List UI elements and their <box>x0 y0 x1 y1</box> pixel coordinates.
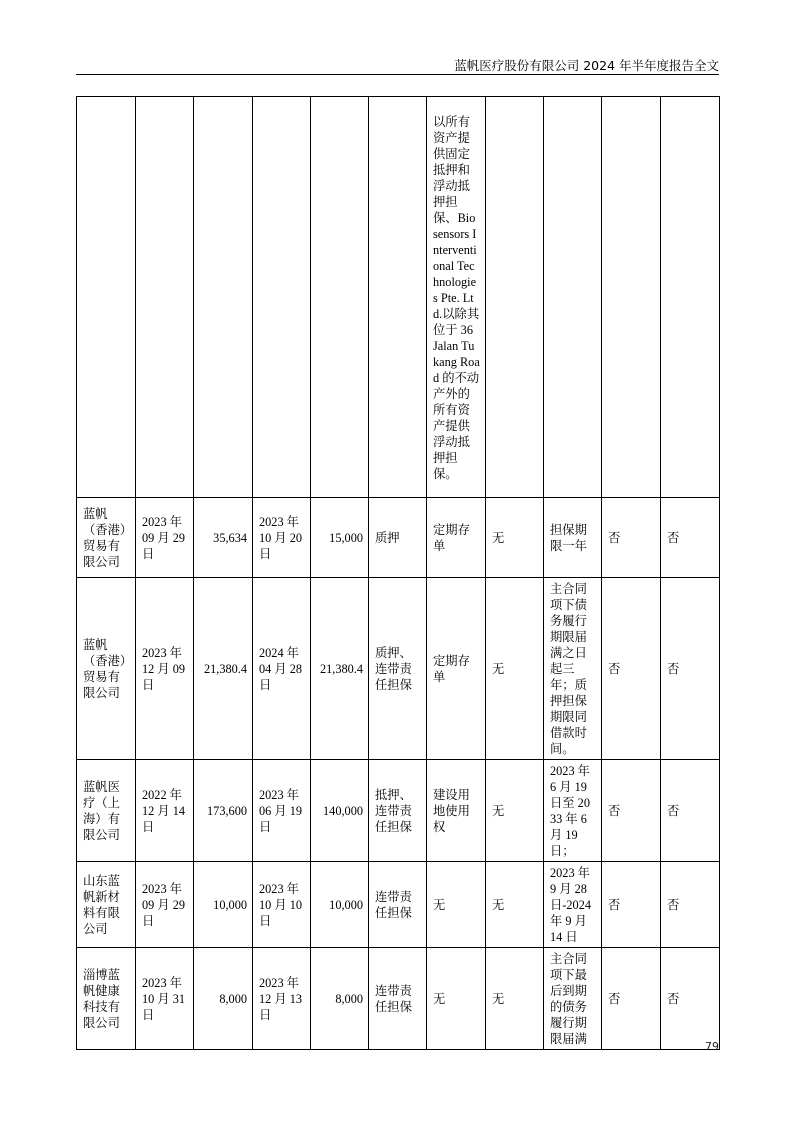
cell-counter-guarantee: 无 <box>486 862 544 948</box>
cell-guarantee-type: 连带责任担保 <box>369 948 427 1050</box>
cell-actual-amount: 15,000 <box>311 498 369 578</box>
cell-counter-guarantee <box>486 97 544 498</box>
cell-fulfilled: 否 <box>602 498 661 578</box>
cell-guarantee-period <box>544 97 602 498</box>
cell-disclosure-date: 2023 年 12 月 09 日 <box>136 578 194 760</box>
cell-actual-date <box>253 97 311 498</box>
cell-actual-amount: 140,000 <box>311 760 369 862</box>
cell-guarantee-period: 担保期限一年 <box>544 498 602 578</box>
cell-collateral: 定期存单 <box>427 498 486 578</box>
cell-counter-guarantee: 无 <box>486 498 544 578</box>
cell-counter-guarantee: 无 <box>486 948 544 1050</box>
cell-guaranteed-party: 蓝帆（香港）贸易有限公司 <box>77 578 136 760</box>
cell-guarantee-type: 连带责任担保 <box>369 862 427 948</box>
table-row <box>77 948 720 1050</box>
cell-guarantee-type <box>369 97 427 498</box>
cell-guaranteed-party: 山东蓝帆新材料有限公司 <box>77 862 136 948</box>
cell-guarantee-limit: 10,000 <box>194 862 253 948</box>
cell-guaranteed-party <box>77 97 136 498</box>
cell-guarantee-limit: 8,000 <box>194 948 253 1050</box>
cell-guarantee-limit: 173,600 <box>194 760 253 862</box>
cell-related-party: 否 <box>661 760 720 862</box>
cell-guarantee-type: 质押 <box>369 498 427 578</box>
cell-collateral: 以所有资产提供固定抵押和浮动抵押担保、Biosensors Interventional Technologies Pte. Ltd.以除其位于 36 Jalan Tukang Road 的不动产外的所有资产提供浮动抵押担保。 <box>427 97 486 498</box>
cell-actual-date: 2023 年 12 月 13 日 <box>253 948 311 1050</box>
cell-related-party <box>661 97 720 498</box>
cell-disclosure-date: 2023 年 10 月 31 日 <box>136 948 194 1050</box>
cell-actual-date: 2023 年 10 月 10 日 <box>253 862 311 948</box>
header-divider <box>76 74 719 75</box>
cell-collateral: 建设用地使用权 <box>427 760 486 862</box>
cell-actual-amount: 10,000 <box>311 862 369 948</box>
cell-fulfilled: 否 <box>602 948 661 1050</box>
guarantee-table <box>76 96 720 1050</box>
cell-guarantee-limit: 35,634 <box>194 498 253 578</box>
cell-collateral: 定期存单 <box>427 578 486 760</box>
cell-guarantee-limit: 21,380.4 <box>194 578 253 760</box>
cell-actual-amount <box>311 97 369 498</box>
cell-guarantee-period: 主合同项下债务履行期限届满之日起三年；质押担保期限同借款时间。 <box>544 578 602 760</box>
cell-fulfilled: 否 <box>602 862 661 948</box>
cell-disclosure-date: 2023 年 09 月 29 日 <box>136 498 194 578</box>
table-row <box>77 760 720 862</box>
cell-related-party: 否 <box>661 498 720 578</box>
cell-actual-amount: 8,000 <box>311 948 369 1050</box>
cell-guarantee-period: 主合同项下最后到期的债务履行期限届满 <box>544 948 602 1050</box>
cell-related-party: 否 <box>661 578 720 760</box>
cell-related-party: 否 <box>661 862 720 948</box>
table-row <box>77 97 720 498</box>
document-header-title: 蓝帆医疗股份有限公司 2024 年半年度报告全文 <box>454 58 719 73</box>
cell-related-party: 否 <box>661 948 720 1050</box>
page-number: 79 <box>705 1040 719 1053</box>
cell-collateral: 无 <box>427 948 486 1050</box>
cell-actual-date: 2023 年 06 月 19 日 <box>253 760 311 862</box>
cell-collateral: 无 <box>427 862 486 948</box>
cell-disclosure-date <box>136 97 194 498</box>
table-row <box>77 498 720 578</box>
cell-fulfilled: 否 <box>602 578 661 760</box>
cell-actual-date: 2024 年 04 月 28 日 <box>253 578 311 760</box>
cell-guarantee-limit <box>194 97 253 498</box>
cell-fulfilled <box>602 97 661 498</box>
cell-guarantee-period: 2023 年 9 月 28 日-2024 年 9 月 14 日 <box>544 862 602 948</box>
cell-disclosure-date: 2023 年 09 月 29 日 <box>136 862 194 948</box>
cell-counter-guarantee: 无 <box>486 760 544 862</box>
table-row <box>77 862 720 948</box>
table-row <box>77 578 720 760</box>
cell-guaranteed-party: 淄博蓝帆健康科技有限公司 <box>77 948 136 1050</box>
cell-guaranteed-party: 蓝帆医疗（上海）有限公司 <box>77 760 136 862</box>
cell-counter-guarantee: 无 <box>486 578 544 760</box>
cell-guarantee-type: 抵押、连带责任担保 <box>369 760 427 862</box>
cell-actual-amount: 21,380.4 <box>311 578 369 760</box>
cell-fulfilled: 否 <box>602 760 661 862</box>
cell-disclosure-date: 2022 年 12 月 14 日 <box>136 760 194 862</box>
cell-guarantee-period: 2023 年 6 月 19 日至 2033 年 6 月 19 日； <box>544 760 602 862</box>
cell-guaranteed-party: 蓝帆（香港）贸易有限公司 <box>77 498 136 578</box>
cell-guarantee-type: 质押、连带责任担保 <box>369 578 427 760</box>
cell-actual-date: 2023 年 10 月 20 日 <box>253 498 311 578</box>
